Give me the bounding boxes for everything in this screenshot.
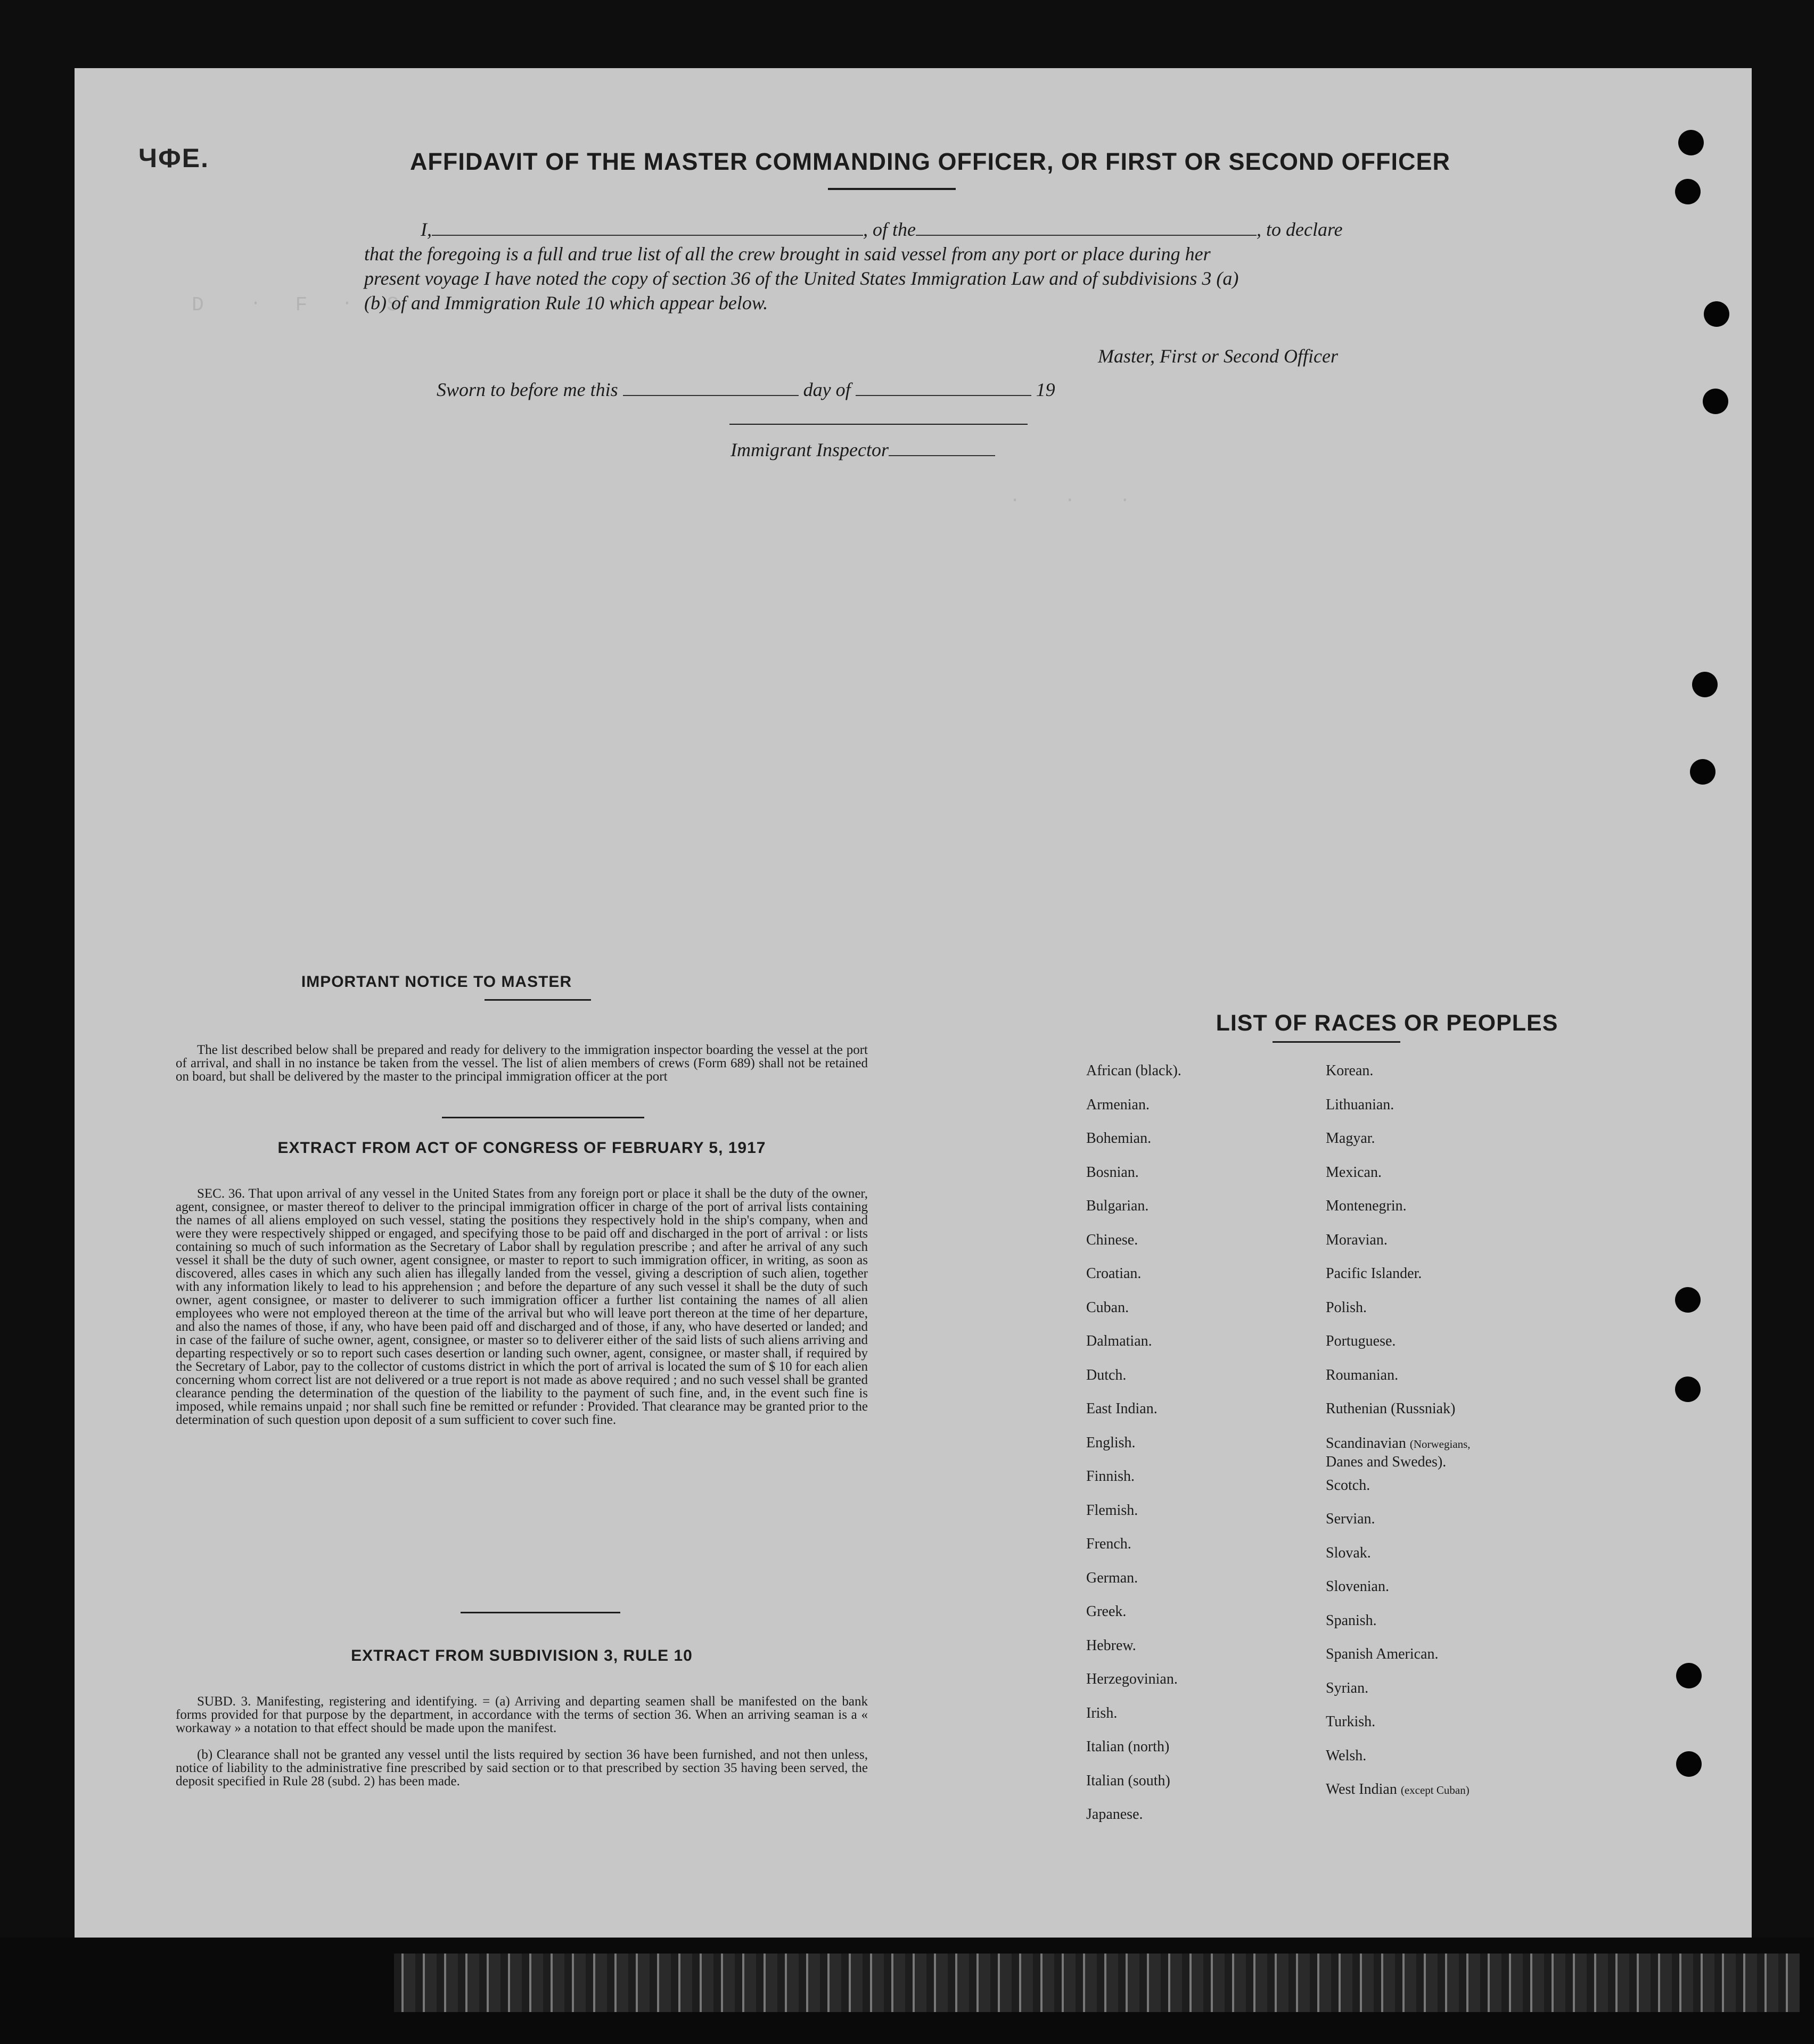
races-left-column [1086, 1062, 1181, 1840]
race-item: Spanish American. [1326, 1646, 1439, 1662]
races-heading: LIST OF RACES OR PEOPLES [1216, 1010, 1558, 1036]
race-item: Bosnian. [1086, 1164, 1139, 1181]
race-item: English. [1086, 1434, 1136, 1451]
race-item: Dutch. [1086, 1366, 1127, 1383]
affidavit-line-2: that the foregoing is a full and true list of all the crew brought in said vessel from any port or place during her [364, 243, 1211, 265]
sworn-day-blank[interactable] [623, 395, 799, 396]
punch-hole [1675, 1377, 1701, 1402]
punch-hole [1675, 179, 1701, 204]
sworn-line: Sworn to before me this day of 19 [437, 379, 1055, 400]
notice-text: The list described below shall be prepared and ready for delivery to the immigration inspector boarding the vessel at the port of arrival, and shall in no instance be taken from the vessel. The list of alien members of crews (Form 689) shall not be retained on board, but shall be delivered by the master to the principal immigration officer at the port [176, 1043, 868, 1084]
race-item: Korean. [1326, 1062, 1374, 1079]
punch-hole [1692, 672, 1718, 697]
notice-divider [442, 1117, 644, 1118]
race-item: German. [1086, 1569, 1138, 1586]
punch-hole [1678, 130, 1704, 155]
race-item: African (black). [1086, 1062, 1181, 1079]
race-item: Cuban. [1086, 1299, 1129, 1316]
race-item: Ruthenian (Russniak) [1326, 1400, 1456, 1417]
notice-underline [485, 999, 591, 1001]
bleed-through-text: ‧ ‧ ‧ [1012, 491, 1128, 514]
sworn-month-blank[interactable] [856, 395, 1031, 396]
punch-hole [1690, 759, 1715, 785]
punch-hole [1676, 1751, 1702, 1777]
title-underline [828, 188, 956, 190]
race-item: Magyar. [1326, 1130, 1375, 1147]
bleed-through-text: D ‧ F ‧ S ‧ [192, 294, 442, 317]
affidavit-line-4: (b) of and Immigration Rule 10 which appear below. [364, 292, 768, 314]
race-item: East Indian. [1086, 1400, 1158, 1417]
race-item: Mexican. [1326, 1164, 1382, 1181]
race-item: Scotch. [1326, 1477, 1370, 1494]
scan-edge-strip [394, 1954, 1800, 2012]
race-item: Bohemian. [1086, 1130, 1152, 1147]
race-item: Armenian. [1086, 1096, 1150, 1113]
signature-label: Master, First or Second Officer [1098, 345, 1338, 367]
affidavit-line-3: present voyage I have noted the copy of section 36 of the United States Immigration Law and of subdivisions 3 (a) [364, 268, 1239, 289]
race-item: Polish. [1326, 1299, 1367, 1316]
race-item: Roumanian. [1326, 1366, 1399, 1383]
form-mark: ЧФЕ. [138, 143, 210, 173]
race-item: Finnish. [1086, 1468, 1135, 1485]
document-page [75, 68, 1752, 1938]
race-item: Croatian. [1086, 1265, 1142, 1282]
affidavit-title: AFFIDAVIT OF THE MASTER COMMANDING OFFICER, OR FIRST OR SECOND OFFICER [409, 148, 1451, 175]
race-item: Greek. [1086, 1603, 1127, 1620]
race-item: Italian (north) [1086, 1738, 1170, 1755]
rule-extract-heading: EXTRACT FROM SUBDIVISION 3, RULE 10 [351, 1647, 693, 1664]
races-underline [1273, 1041, 1400, 1043]
races-right-column [1326, 1062, 1471, 1815]
race-item: Syrian. [1326, 1679, 1369, 1696]
rule-extract-text-b: (b) Clearance shall not be granted any vessel until the lists required by section 36 have been furnished, and not then unless, notice of liability to the administrative fine prescribed by said section or to that prescribed by section 35 having been served, the deposit specified in Rule 28 (subd. 2) has been made. [176, 1748, 868, 1789]
inspector-signature-line [729, 424, 1028, 425]
race-item: Portuguese. [1326, 1333, 1396, 1349]
race-item: Bulgarian. [1086, 1198, 1149, 1214]
race-item: Slovenian. [1326, 1578, 1389, 1595]
race-item: Welsh. [1326, 1747, 1367, 1764]
race-item: Turkish. [1326, 1713, 1376, 1730]
affidavit-line-1: I, , of the , to declare [421, 219, 1343, 240]
race-item: Irish. [1086, 1704, 1118, 1721]
race-item: Dalmatian. [1086, 1333, 1152, 1349]
race-item: West Indian (except Cuban) [1326, 1781, 1470, 1798]
race-item: Servian. [1326, 1511, 1375, 1527]
punch-hole [1703, 389, 1728, 414]
race-item: Flemish. [1086, 1502, 1138, 1519]
race-item: Herzegovinian. [1086, 1671, 1178, 1687]
race-item: Slovak. [1326, 1544, 1371, 1561]
notice-heading: IMPORTANT NOTICE TO MASTER [301, 973, 572, 991]
race-item: Scandinavian (Norwegians, Danes and Swedes). [1326, 1435, 1471, 1470]
punch-hole [1704, 301, 1729, 327]
act-extract-heading: EXTRACT FROM ACT OF CONGRESS OF FEBRUARY 5, 1917 [277, 1139, 766, 1157]
act-divider [461, 1612, 620, 1613]
officer-name-blank[interactable] [432, 235, 863, 236]
inspector-blank[interactable] [889, 455, 995, 456]
race-item: Lithuanian. [1326, 1096, 1394, 1113]
vessel-name-blank[interactable] [916, 235, 1257, 236]
inspector-line: Immigrant Inspector [730, 439, 995, 461]
race-item: Pacific Islander. [1326, 1265, 1422, 1282]
race-item: Hebrew. [1086, 1637, 1136, 1654]
race-item: Montenegrin. [1326, 1198, 1407, 1214]
race-item: Spanish. [1326, 1612, 1377, 1629]
act-extract-text: SEC. 36. That upon arrival of any vessel in the United States from any foreign port or place it shall be the duty of the owner, agent, consignee, or master thereof to deliver to the principal immigration officer in charge of the port of arrival lists containing the names of all aliens employed on such vessel, stating the positions they respectively hold in the ship's company, when and were they were respectively shipped or engaged, and specifying those to be paid off and discharged in the port of arrival : or lists containing so much of such information as the Secretary of Labor shall by regulation prescribe ; and after he arrival of any such vessel it shall be the duty of such owner, agent consignee, or master to report to such immigration officer, in writing, as soon as discovered, alles cases in which any such alien has illegally landed from the vessel, giving a description of such alien, together with any information likely to lead to his apprehension ; and before the departure of any such vessel it shall be the duty of such owner, agent consignee, or master to deliverer to such immigration officer a further list containing the names of all alien employees who were not employed thereon at the time of the arrival but who will leave port thereon at the time of her departure, and also the names of those, if any, who have been paid off and discharged and of those, if any, who have deserted or landed; and in case of the failure of suche owner, agent, consignee, or master so to deliverer either of the said lists of such aliens arriving and departing respectively or so to report such cases desertion or landing such owner, agent, consignee, or master shall, if required by the Secretary of Labor, pay to the collector of customs district in which the port of arrival is located the sum of $ 10 for each alien concerning whom correct list are not delivered or a true report is not made as above required ; and no such vessel shall be granted clearance pending the determination of the question of the liability to the payment of such fine, and, in the event such fine is imposed, while remains unpaid ; nor shall such fine be remitted or refunder : Provided. That clearance may be granted prior to the determination of such question upon deposit of a sum sufficient to cover such fine. [176, 1186, 868, 1427]
punch-hole [1675, 1287, 1701, 1313]
race-item: Chinese. [1086, 1231, 1138, 1248]
race-item: Moravian. [1326, 1231, 1388, 1248]
race-item: Italian (south) [1086, 1772, 1170, 1789]
race-item: French. [1086, 1536, 1131, 1552]
rule-extract-text-a: SUBD. 3. Manifesting, registering and identifying. = (a) Arriving and departing seamen shall be manifested on the bank forms provided for that purpose by the department, in accordance with the terms of section 36. When an arriving seaman is a « workaway » a notation to that effect should be made upon the manifest. [176, 1694, 868, 1735]
punch-hole [1676, 1663, 1702, 1688]
race-item: Japanese. [1086, 1806, 1143, 1823]
